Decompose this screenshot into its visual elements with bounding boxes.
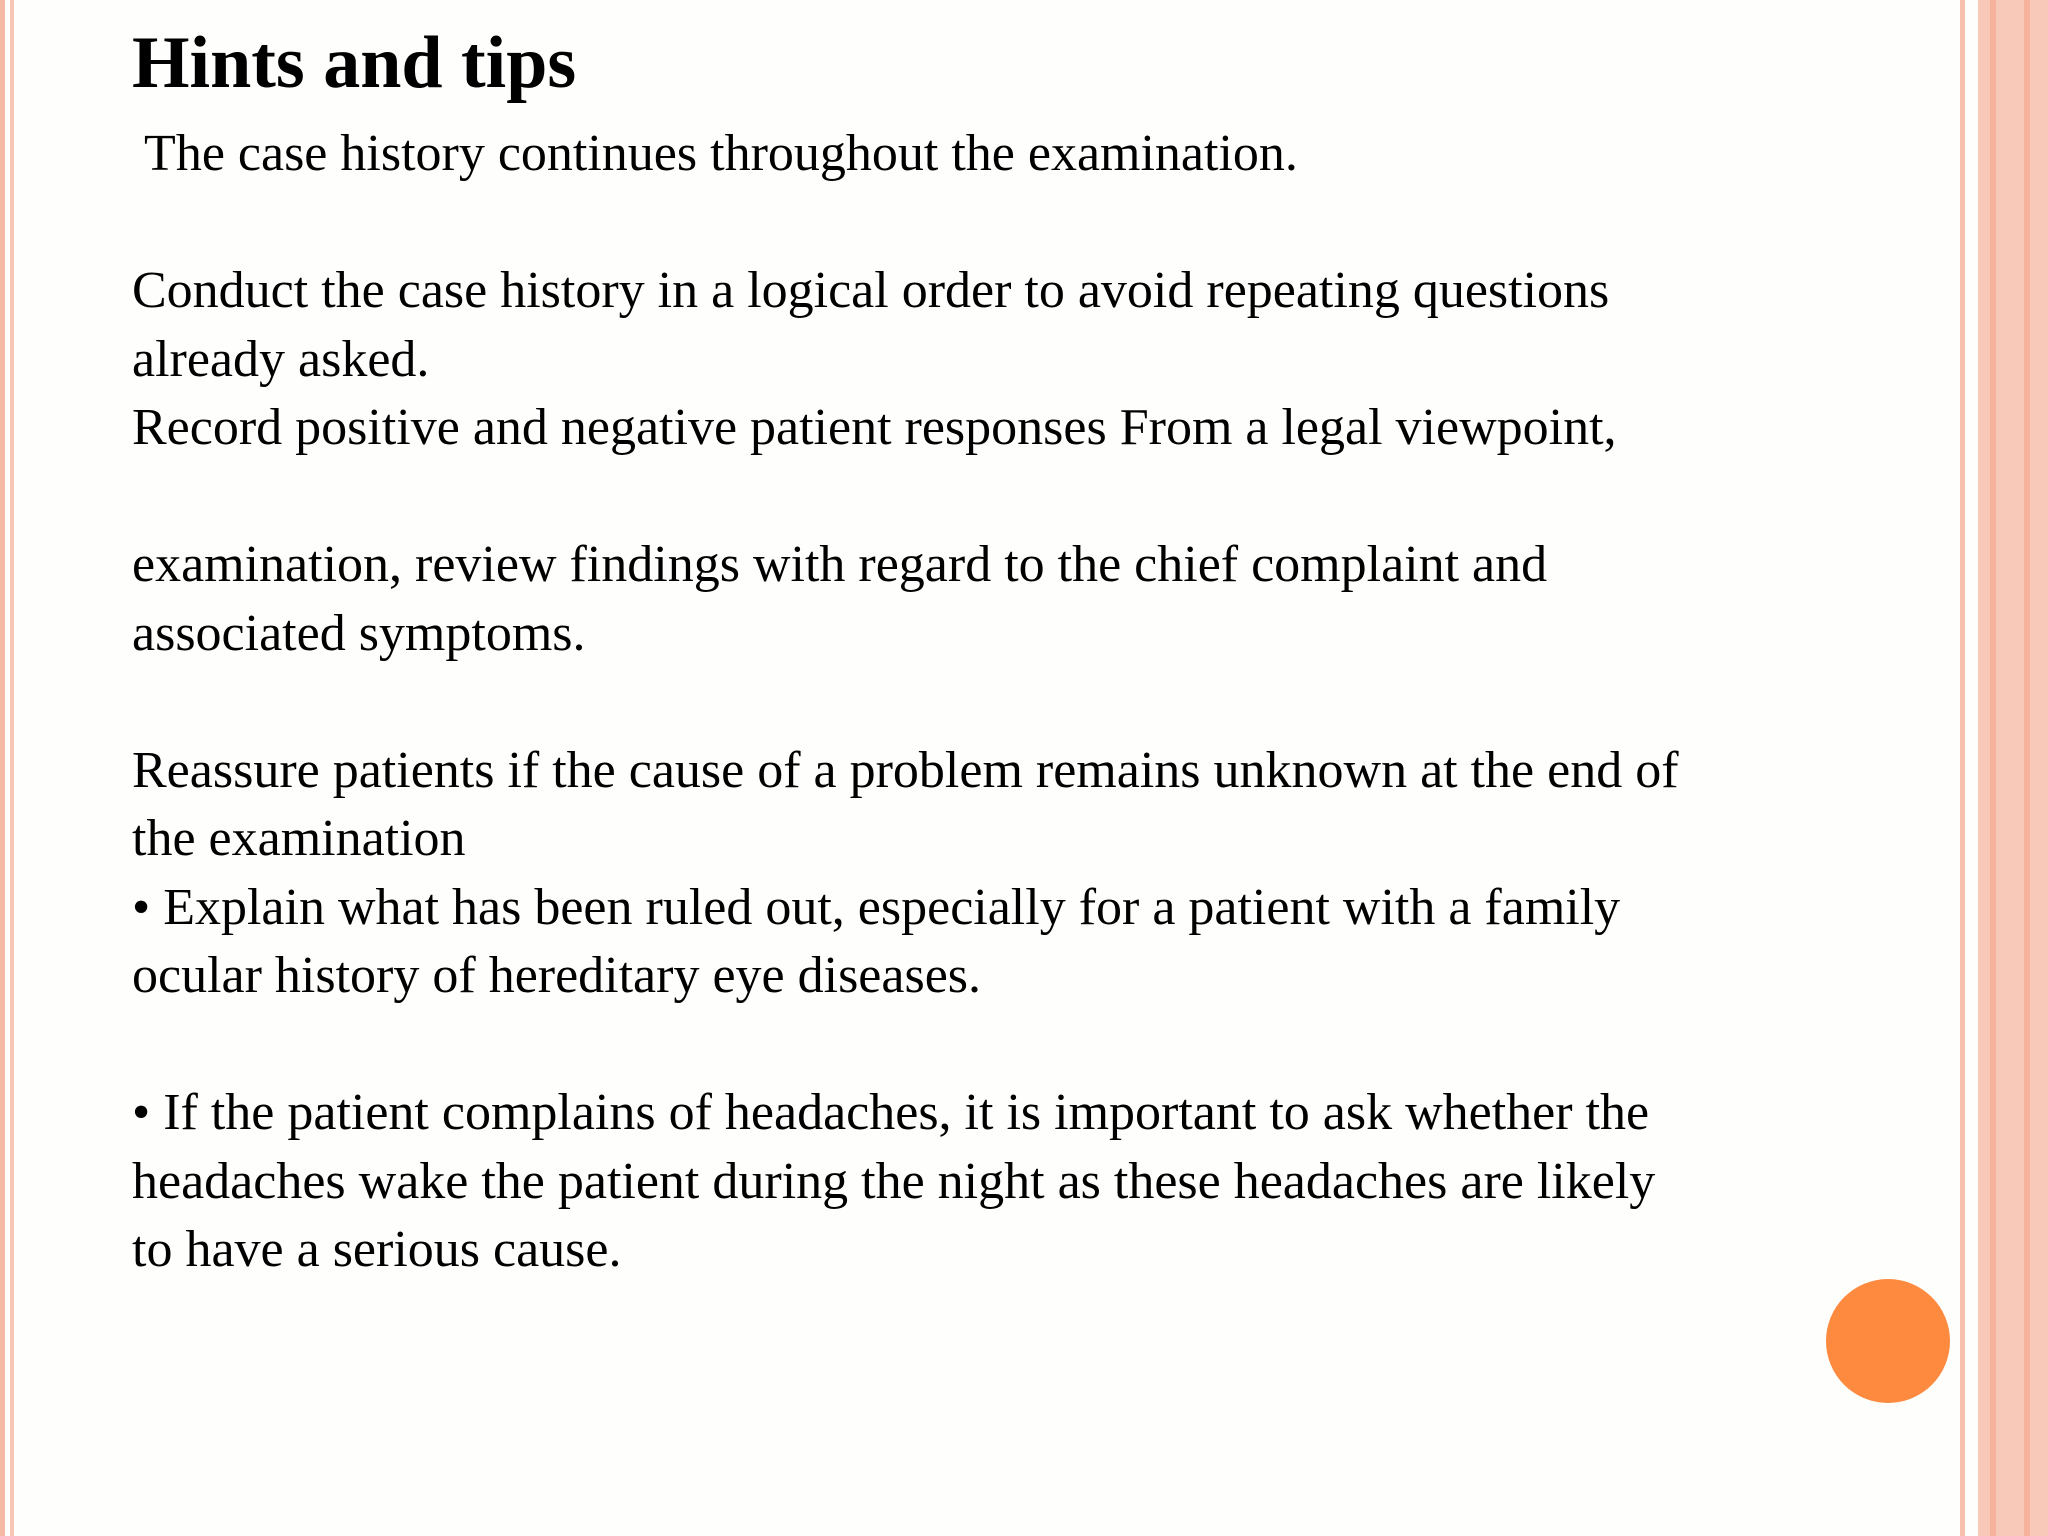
right-border-stripe-thin <box>1960 0 1965 1536</box>
body-line: headaches wake the patient during the night as these headaches are likely <box>132 1152 1656 1210</box>
right-border-stripe-b <box>2024 0 2030 1536</box>
body-line: already asked. <box>132 330 430 388</box>
body-line: The case history continues throughout the examination. <box>132 125 1298 182</box>
body-line: Reassure patients if the cause of a problem remains unknown at the end of <box>132 741 1679 799</box>
body-line: the examination <box>132 810 466 867</box>
slide-title: Hints and tips <box>132 22 577 104</box>
blank-line <box>132 1011 1952 1080</box>
blank-line <box>132 463 1952 532</box>
slide-body <box>132 120 1952 1285</box>
body-line: associated symptoms. <box>132 604 586 662</box>
bullet-line: • If the patient complains of headaches, it is important to ask whether the <box>132 1084 1650 1141</box>
body-line: examination, review findings with regard to the chief complaint and <box>132 536 1548 593</box>
bullet-line: • Explain what has been ruled out, especially for a patient with a family <box>132 878 1621 936</box>
body-line: Record positive and negative patient responses From a legal viewpoint, <box>132 399 1617 456</box>
right-border-stripe-a <box>1990 0 1996 1536</box>
blank-line <box>132 668 1952 737</box>
left-border-stripe-inner <box>10 0 14 1536</box>
orange-circle-decoration <box>1826 1279 1950 1403</box>
left-border-stripe <box>0 0 5 1536</box>
body-line: ocular history of hereditary eye diseases. <box>132 947 982 1004</box>
body-line: to have a serious cause. <box>132 1221 622 1278</box>
right-border-band <box>1978 0 2048 1536</box>
blank-line <box>132 189 1952 258</box>
body-line: Conduct the case history in a logical order to avoid repeating questions <box>132 262 1610 319</box>
